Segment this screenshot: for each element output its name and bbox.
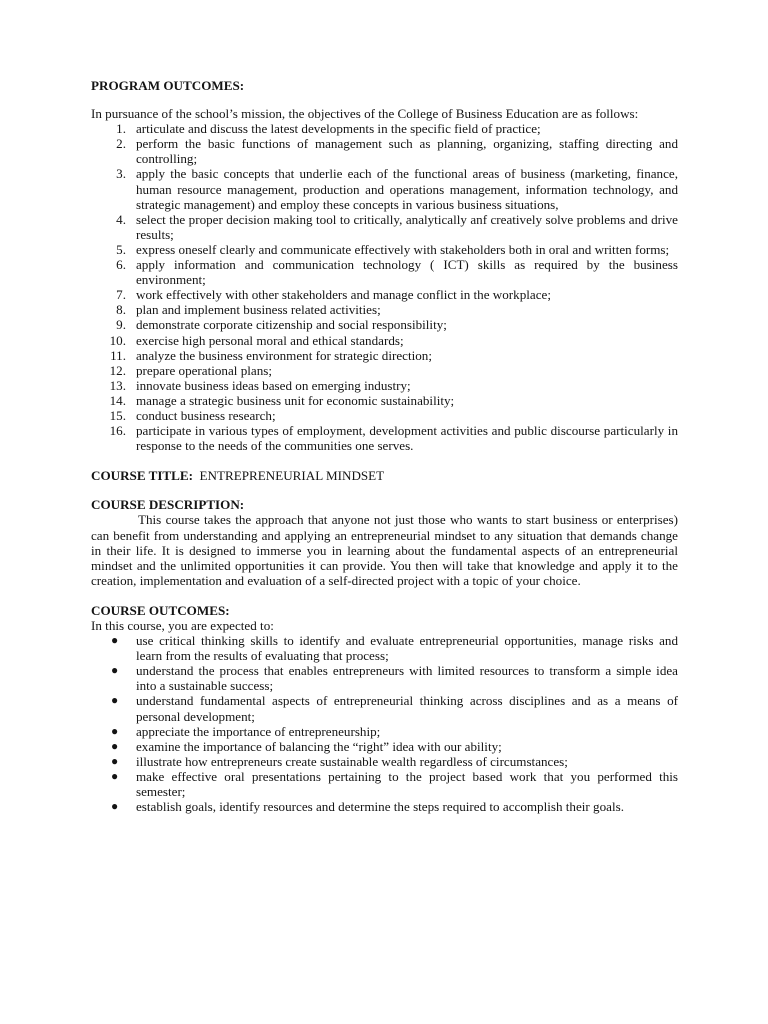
item-text: prepare operational plans; — [136, 362, 272, 378]
program-outcome-item — [91, 317, 678, 332]
bullet-icon: ● — [111, 753, 119, 768]
program-outcome-item — [91, 302, 678, 317]
bullet-icon: ● — [111, 768, 119, 783]
item-text: manage a strategic business unit for economic sustainability; — [136, 392, 455, 408]
program-outcomes-list — [91, 121, 678, 453]
item-number: 2. — [116, 136, 126, 152]
program-outcome-item — [91, 333, 678, 348]
program-outcome-item — [91, 378, 678, 393]
course-outcome-item — [91, 739, 678, 754]
item-number: 8. — [116, 302, 126, 318]
course-description-heading: COURSE DESCRIPTION: — [91, 497, 245, 513]
item-text: establish goals, identify resources and determine the steps required to accomplish their goals. — [136, 799, 624, 815]
item-text: examine the importance of balancing the “right” idea with our ability; — [136, 738, 502, 754]
course-outcomes-heading: COURSE OUTCOMES: — [91, 602, 230, 618]
item-number: 7. — [116, 287, 126, 303]
item-text: conduct business research; — [136, 407, 276, 423]
item-text: articulate and discuss the latest developments in the specific field of practice; — [136, 121, 541, 137]
item-number: 12. — [109, 362, 126, 378]
program-outcome-item — [91, 348, 678, 363]
document-page — [91, 78, 678, 814]
program-outcomes-intro: In pursuance of the school’s mission, the objectives of the College of Business Education are as follows: — [91, 106, 639, 122]
bullet-icon: ● — [111, 663, 119, 678]
item-text: plan and implement business related activities; — [136, 302, 381, 318]
course-description-body: This course takes the approach that anyone not just those who wants to start business or enterprises) can benefit from understanding and applying an entrepreneurial mindset to any situation that demands change in their life. It is designed to immerse you in learning about the fundamental aspects of an entrepreneurial mindset and the unlimited opportunities it can provide. You then will take that knowledge and apply it to the creation, implementation and evaluation of a self-directed project with a topic of your choice. — [91, 512, 678, 588]
item-number: 13. — [109, 377, 126, 393]
bullet-icon: ● — [111, 799, 119, 814]
course-outcome-item — [91, 799, 678, 814]
course-outcomes-list — [91, 633, 678, 814]
item-text: appreciate the importance of entrepreneurship; — [136, 723, 381, 739]
item-text: exercise high personal moral and ethical standards; — [136, 332, 404, 348]
course-outcomes-intro: In this course, you are expected to: — [91, 618, 274, 633]
item-text: demonstrate corporate citizenship and social responsibility; — [136, 317, 447, 333]
program-outcome-item — [91, 257, 678, 287]
item-text: make effective oral presentations pertaining to the project based work that you performed this semester; — [136, 768, 678, 800]
item-text: illustrate how entrepreneurs create sustainable wealth regardless of circumstances; — [136, 753, 568, 769]
course-outcome-item — [91, 663, 678, 693]
course-title-label: COURSE TITLE: — [91, 468, 193, 484]
item-text: apply information and communication technology ( ICT) skills as required by the business environment; — [136, 257, 678, 288]
item-text: understand fundamental aspects of entrepreneurial thinking across disciplines and as a means of personal development; — [136, 693, 678, 724]
course-outcome-item — [91, 754, 678, 769]
course-title-line — [91, 468, 678, 483]
item-text: participate in various types of employment, development activities and public discourse particularly in response to the needs of the communities one serves. — [136, 423, 678, 454]
bullet-icon: ● — [111, 633, 119, 648]
item-number: 5. — [116, 241, 126, 257]
item-text: select the proper decision making tool to critically, analytically anf creatively solve problems and drive results; — [136, 211, 678, 242]
item-text: apply the basic concepts that underlie each of the functional areas of business (marketing, finance, human resource management, production and operations management, information technology, and strategic management) and employ these concepts in various business situations, — [136, 166, 678, 212]
program-outcome-item — [91, 287, 678, 302]
program-outcome-item — [91, 166, 678, 211]
item-text: perform the basic functions of management such as planning, organizing, staffing directing and controlling; — [136, 136, 678, 167]
course-outcome-item — [91, 724, 678, 739]
item-text: understand the process that enables entrepreneurs with limited resources to transform a simple idea into a sustainable success; — [136, 663, 678, 694]
program-outcome-item — [91, 423, 678, 453]
course-outcome-item — [91, 693, 678, 723]
item-number: 10. — [109, 332, 126, 348]
item-number: 11. — [110, 347, 126, 363]
course-title-value: ENTREPRENEURIAL MINDSET — [199, 468, 385, 484]
program-outcome-item — [91, 136, 678, 166]
item-text: innovate business ideas based on emerging industry; — [136, 377, 411, 393]
program-outcome-item — [91, 212, 678, 242]
bullet-icon: ● — [111, 723, 119, 738]
item-text: analyze the business environment for strategic direction; — [136, 347, 432, 363]
item-text: use critical thinking skills to identify and evaluate entrepreneurial opportunities, manage risks and learn from the results of evaluating that process; — [136, 633, 678, 664]
item-text: express oneself clearly and communicate effectively with stakeholders both in oral and written forms; — [136, 241, 670, 257]
program-outcome-item — [91, 242, 678, 257]
item-text: work effectively with other stakeholders and manage conflict in the workplace; — [136, 287, 551, 303]
item-number: 4. — [116, 211, 126, 227]
item-number: 14. — [109, 392, 126, 408]
program-outcomes-heading: PROGRAM OUTCOMES: — [91, 78, 245, 93]
program-outcome-item — [91, 393, 678, 408]
bullet-icon: ● — [111, 693, 119, 708]
item-number: 3. — [116, 166, 126, 182]
program-outcome-item — [91, 408, 678, 423]
item-number: 1. — [116, 121, 126, 137]
program-outcome-item — [91, 363, 678, 378]
item-number: 6. — [116, 257, 126, 273]
program-outcome-item — [91, 121, 678, 136]
item-number: 9. — [116, 317, 126, 333]
item-number: 16. — [109, 423, 126, 439]
course-outcome-item — [91, 769, 678, 799]
course-outcome-item — [91, 633, 678, 663]
bullet-icon: ● — [111, 738, 119, 753]
item-number: 15. — [109, 407, 126, 423]
